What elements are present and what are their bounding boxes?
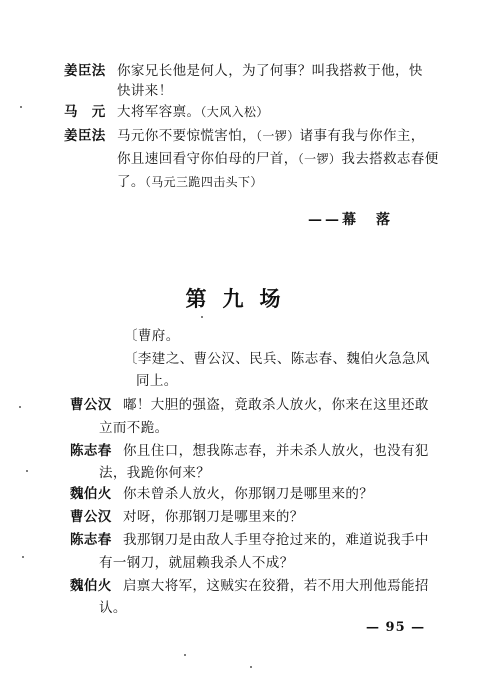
dialogue-text: 大将军容禀。: [117, 104, 201, 120]
stage-direction: （一锣）: [297, 152, 342, 166]
script-line: [70, 441, 429, 461]
script-line-continuation: [117, 81, 173, 101]
dialogue-text: 法，我跪你何来？: [99, 465, 211, 481]
dialogue-text: 马元你不要惊慌害怕，: [117, 128, 256, 144]
stage-direction: 同上。: [136, 373, 178, 389]
dialogue-text: 认。: [99, 600, 127, 616]
dialogue-text: 快讲来！: [117, 83, 173, 99]
dialogue-text: 了。: [117, 174, 145, 190]
script-line: [70, 530, 429, 550]
dialogue-text: 有一钢刀，就屈赖我杀人不成？: [99, 555, 294, 571]
dialogue-text: 启禀大将军，这贼实在狡猾，若不用大刑他焉能招: [123, 578, 429, 594]
script-line: [70, 576, 429, 596]
speaker-name: 曹公汉: [70, 509, 112, 525]
dialogue-text: 你且住口，想我陈志春，并未杀人放火，也没有犯: [123, 443, 429, 459]
stage-direction-line: [136, 371, 178, 391]
print-speck: [26, 470, 28, 472]
stage-direction: （马元三跪四击头下）: [144, 175, 263, 189]
print-speck: [250, 666, 252, 668]
speaker-name: 曹公汉: [70, 397, 112, 413]
script-line: [64, 126, 425, 146]
stage-direction: （大风入松）: [200, 105, 269, 119]
speaker-name: 陈志春: [70, 443, 112, 459]
speaker-name: 魏伯火: [70, 486, 112, 502]
script-line: [70, 484, 373, 504]
dialogue-text: 我去搭救志春便: [341, 151, 439, 167]
script-line: [64, 61, 423, 81]
speaker-name: 姜臣法: [64, 63, 106, 79]
dialogue-text: 嘟！大胆的强盗，竟敢杀人放火，你来在这里还敢: [123, 397, 429, 413]
curtain-falls: ——幕 落: [308, 212, 393, 228]
script-line-continuation: [99, 553, 294, 573]
print-speck: [20, 106, 22, 108]
stage-direction: （一锣）: [256, 129, 300, 143]
speaker-name: 马 元: [64, 104, 106, 120]
scene-title: 第九场: [185, 286, 297, 311]
script-line-continuation: [117, 172, 263, 192]
speaker-name: 姜臣法: [64, 128, 106, 144]
dialogue-text: 你且速回看守你伯母的尸首，: [117, 151, 298, 167]
script-line-continuation: [99, 463, 210, 483]
stage-direction-line: [124, 349, 430, 369]
dialogue-text: 我那钢刀是由敌人手里夺抢过来的，难道说我手中: [123, 532, 429, 548]
print-speck: [19, 406, 21, 408]
script-line-continuation: [99, 418, 169, 438]
script-line: [70, 395, 429, 415]
script-line: [64, 102, 269, 122]
speaker-name: 陈志春: [70, 532, 112, 548]
page-number: — 95 —: [366, 620, 426, 635]
stage-direction: 〔曹府。: [124, 328, 180, 344]
script-line: [70, 507, 304, 527]
dialogue-text: 立而不跪。: [99, 420, 169, 436]
stage-direction: 〔李建之、曹公汉、民兵、陈志春、魏伯火急急风: [124, 351, 430, 367]
speaker-name: 魏伯火: [70, 578, 112, 594]
dialogue-text: 你家兄长他是何人，为了何事？叫我搭救于他，快: [117, 63, 423, 79]
dialogue-text: 你未曾杀人放火，你那钢刀是哪里来的？: [123, 486, 374, 502]
script-line-continuation: [117, 149, 439, 169]
dialogue-text: 对呀，你那钢刀是哪里来的？: [123, 509, 304, 525]
dialogue-text: 诸事有我与你作主，: [299, 128, 425, 144]
print-speck: [22, 556, 24, 558]
print-speck: [184, 654, 186, 656]
print-speck: [201, 316, 203, 318]
stage-direction-line: [124, 326, 180, 346]
script-line-continuation: [99, 598, 127, 618]
